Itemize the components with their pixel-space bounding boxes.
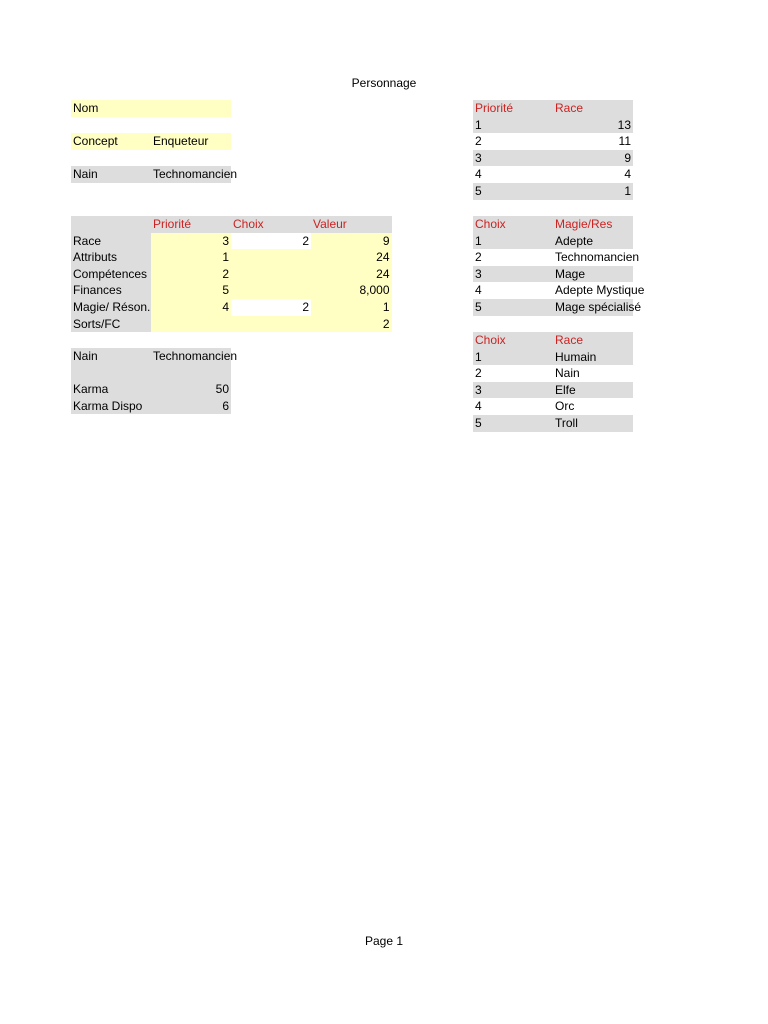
ref-value-cell: Elfe (553, 382, 633, 399)
ref-value-cell: Humain (553, 349, 633, 366)
ref-key-cell: 5 (473, 415, 553, 432)
summary-blank-cell (71, 365, 151, 382)
priority-row (71, 282, 392, 299)
priority-row-label: Attributs (71, 249, 151, 266)
ref-key-cell: 5 (473, 299, 553, 316)
ref-choix-race-table (473, 332, 633, 432)
ref-key-cell: 2 (475, 366, 482, 381)
priority-row (71, 299, 392, 316)
ref-key-cell: 3 (473, 266, 553, 283)
karma-dispo-label: Karma Dispo (71, 398, 151, 415)
valeur-cell: 1 (311, 299, 392, 316)
priority-row-label: Compétences (71, 266, 151, 283)
ref-key-cell: 3 (473, 150, 553, 167)
summary-race-row (71, 348, 238, 365)
priority-row-label: Magie/ Réson. (73, 299, 151, 314)
priority-row-label: Finances (71, 282, 151, 299)
ref-key-cell: 1 (473, 117, 553, 134)
ref-row (473, 415, 633, 432)
ref-header-value: Race (553, 100, 633, 117)
blank-row (71, 150, 231, 167)
priorite-cell[interactable]: 3 (151, 233, 231, 250)
ref-choix-magie-table (473, 216, 645, 316)
ref-key-cell: 2 (475, 134, 482, 149)
priority-row (71, 233, 392, 250)
ref-row (473, 299, 642, 316)
blank-row (71, 117, 231, 134)
choix-cell[interactable] (231, 316, 311, 333)
summary-race: Nain (71, 348, 151, 365)
ref-value-cell: 13 (553, 117, 633, 134)
race-magic-row (71, 166, 238, 183)
priority-row-label: Race (71, 233, 151, 250)
ref-value-cell: Adepte Mystique (555, 283, 645, 298)
ref-header-key: Choix (473, 332, 553, 349)
concept-label: Concept (71, 133, 151, 150)
ref-value-cell: 1 (553, 183, 633, 200)
priorite-cell[interactable]: 2 (151, 266, 231, 283)
priority-row (71, 316, 392, 333)
summary-blank-row (71, 365, 231, 382)
priority-row (71, 266, 392, 283)
ref-row (473, 166, 633, 183)
ref-header-key: Priorité (473, 100, 553, 117)
ref-choix-race-header (473, 332, 633, 349)
choix-cell[interactable] (231, 266, 311, 283)
ref-key-cell: 5 (473, 183, 553, 200)
karma-dispo-value: 6 (151, 398, 231, 415)
choix-cell[interactable]: 2 (302, 299, 309, 314)
valeur-cell: 2 (311, 316, 392, 333)
ref-value-cell: Mage spécialisé (555, 299, 642, 314)
ref-row (473, 382, 633, 399)
ref-key-cell: 1 (473, 349, 553, 366)
header-blank (71, 216, 151, 233)
ref-row (473, 117, 633, 134)
summary-blank-cell (151, 365, 231, 382)
priority-table-header (71, 216, 392, 233)
valeur-cell: 24 (311, 249, 392, 266)
ref-row (473, 249, 640, 266)
race-value: Nain (71, 166, 151, 183)
ref-value-cell: Mage (553, 266, 633, 283)
ref-value-cell: Orc (555, 399, 575, 414)
ref-row (473, 282, 645, 299)
ref-value-cell: Troll (553, 415, 633, 432)
concept-row (71, 133, 231, 150)
ref-row (473, 150, 633, 167)
ref-header-key: Choix (473, 216, 553, 233)
concept-field[interactable]: Enqueteur (151, 133, 231, 150)
ref-value-cell: Nain (555, 366, 580, 381)
valeur-cell: 8,000 (311, 282, 392, 299)
ref-key-cell: 1 (473, 233, 553, 250)
ref-row (473, 398, 633, 415)
karma-label: Karma (71, 381, 151, 398)
choix-cell[interactable]: 2 (302, 233, 309, 248)
priorite-cell[interactable]: 4 (151, 299, 231, 316)
header-priorite: Priorité (151, 216, 231, 233)
ref-value-cell: Technomancien (555, 250, 640, 265)
ref-key-cell: 4 (475, 399, 482, 414)
ref-row (473, 365, 633, 382)
karma-row (71, 381, 231, 398)
ref-choix-magie-header (473, 216, 633, 233)
choix-cell[interactable] (231, 282, 311, 299)
ref-row (473, 183, 633, 200)
priorite-cell[interactable]: 1 (151, 249, 231, 266)
priorite-cell[interactable]: 5 (151, 282, 231, 299)
valeur-cell: 9 (311, 233, 392, 250)
nom-label: Nom (71, 100, 151, 117)
ref-value-cell: 9 (553, 150, 633, 167)
identity-block (71, 100, 238, 183)
header-valeur: Valeur (311, 216, 392, 233)
karma-value[interactable]: 50 (151, 381, 231, 398)
ref-header-value: Magie/Res (553, 216, 633, 233)
ref-row (473, 266, 633, 283)
page-footer: Page 1 (364, 934, 404, 948)
ref-priorite-race-header (473, 100, 633, 117)
ref-value-cell: 4 (624, 167, 631, 182)
ref-priorite-race-table (473, 100, 633, 200)
ref-value-cell: Adepte (553, 233, 633, 250)
ref-row (473, 349, 633, 366)
nom-field[interactable] (151, 100, 231, 117)
valeur-cell: 24 (311, 266, 392, 283)
summary-block (71, 348, 238, 414)
ref-key-cell: 3 (473, 382, 553, 399)
summary-magic: Technomancien (153, 349, 238, 363)
ref-row (473, 233, 633, 250)
priority-row-label: Sorts/FC (71, 316, 151, 333)
ref-header-value: Race (553, 332, 633, 349)
priority-row (71, 249, 392, 266)
karma-dispo-row (71, 398, 231, 415)
ref-key-cell: 4 (475, 167, 482, 182)
magic-value: Technomancien (153, 167, 238, 182)
page-title: Personnage (351, 76, 417, 90)
ref-row (473, 133, 633, 150)
ref-key-cell: 4 (475, 283, 482, 298)
header-choix: Choix (231, 216, 311, 233)
priority-table (71, 216, 392, 332)
priorite-cell[interactable] (151, 316, 231, 333)
choix-cell[interactable] (231, 249, 311, 266)
nom-row (71, 100, 231, 117)
ref-value-cell: 11 (618, 134, 631, 149)
ref-key-cell: 2 (475, 250, 482, 265)
